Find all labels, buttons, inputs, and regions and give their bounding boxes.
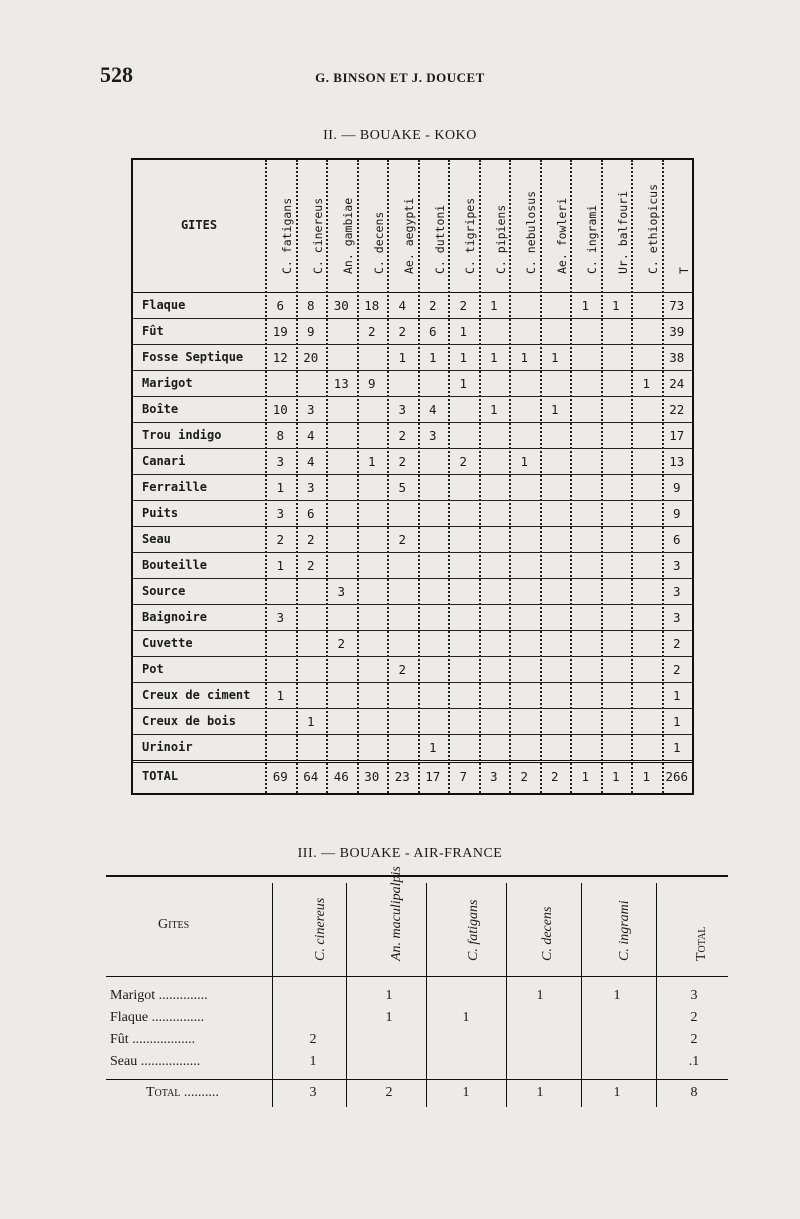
table2-row-label: Boîte xyxy=(142,402,179,416)
table2-row xyxy=(133,292,692,319)
table2-cell: 2 xyxy=(398,428,407,443)
table3-column-header xyxy=(520,881,560,977)
table2-column-header-label: T xyxy=(676,267,691,274)
table2-cell: 3 xyxy=(276,610,285,625)
table2-row-label: Flaque xyxy=(142,298,186,312)
table2-cell: 4 xyxy=(306,454,315,469)
table3-caption: III. — BOUAKE - AIR-FRANCE xyxy=(297,846,503,861)
table2-cell: 17 xyxy=(669,428,685,443)
table2-cell: 9 xyxy=(306,324,315,339)
table2-cell: 1 xyxy=(367,454,376,469)
table2-column-header-label: C. nebulosus xyxy=(524,190,539,274)
table2-cell: 2 xyxy=(550,769,559,784)
table2-column-header-label: Ae. aegypti xyxy=(402,197,417,274)
table3-row-label: Seau ................. xyxy=(110,1054,201,1069)
table2-cell: 4 xyxy=(428,402,437,417)
table2-cell: 38 xyxy=(669,350,685,365)
table2-cell: 1 xyxy=(550,350,559,365)
table2-cell: 6 xyxy=(276,298,285,313)
table2-cell: 9 xyxy=(672,480,681,495)
table2-cell: 73 xyxy=(669,298,685,313)
table3-gites-header: Gites xyxy=(158,917,190,932)
table3-cell: 1 xyxy=(613,988,621,1003)
table2-column-header-label: C. tigripes xyxy=(463,197,478,274)
table2-cell: 2 xyxy=(459,298,468,313)
table3-cell: 3 xyxy=(690,988,698,1003)
table3-cell: .1 xyxy=(688,1054,700,1069)
table2-cell: 1 xyxy=(581,298,590,313)
table3-column-header xyxy=(446,881,486,977)
table2-cell: 17 xyxy=(425,769,441,784)
table2-row xyxy=(133,474,692,501)
table2-cell: 8 xyxy=(276,428,285,443)
table2-cell: 19 xyxy=(272,324,288,339)
table2-cell: 7 xyxy=(459,769,468,784)
table2-column-header-label: An. gambiae xyxy=(341,197,356,274)
table2-cell: 1 xyxy=(672,714,681,729)
table2-column-header xyxy=(326,170,357,290)
table2-cell: 46 xyxy=(333,769,349,784)
table2-column-header-label: Ae. fowleri xyxy=(554,197,569,274)
table2-column-header-label: Ur. balfouri xyxy=(615,190,630,274)
table2-cell: 2 xyxy=(398,662,407,677)
table2-column-header xyxy=(357,170,388,290)
table3-column-divider xyxy=(426,883,427,1107)
table2-row-label: Fosse Septique xyxy=(142,350,244,364)
table2-cell: 23 xyxy=(394,769,410,784)
table2-cell: 1 xyxy=(398,350,407,365)
table3-column-divider xyxy=(581,883,582,1107)
table2-cell: 5 xyxy=(398,480,407,495)
table2-row-label: Urinoir xyxy=(142,740,193,754)
table2-row-label: Pot xyxy=(142,662,164,676)
table3-top-rule xyxy=(106,875,728,877)
table2-cell: 1 xyxy=(642,376,651,391)
table2-cell: 3 xyxy=(672,558,681,573)
table2-cell: 13 xyxy=(669,454,685,469)
table3-column-header xyxy=(597,881,637,977)
table3-total-cell: 3 xyxy=(309,1085,317,1100)
table2-cell: 1 xyxy=(581,769,590,784)
table2-cell: 1 xyxy=(276,480,285,495)
table2-cell: 64 xyxy=(303,769,319,784)
table2-cell: 3 xyxy=(276,454,285,469)
table2-cell: 2 xyxy=(398,324,407,339)
table2-column-header-label: C. fatigans xyxy=(280,197,295,274)
table2-column-header-label: C. cinereus xyxy=(310,197,325,274)
table2-cell: 24 xyxy=(669,376,685,391)
table2-column-header xyxy=(265,170,296,290)
table2-cell: 1 xyxy=(672,688,681,703)
table3-column-header-label: An. maculipalpis xyxy=(389,866,404,961)
table2-cell: 2 xyxy=(276,532,285,547)
table2-row xyxy=(133,656,692,683)
table3-cell: 2 xyxy=(309,1032,317,1047)
table2-row-label: Seau xyxy=(142,532,171,546)
table2-cell: 1 xyxy=(428,740,437,755)
table2-column-header xyxy=(662,170,693,290)
table2-cell: 1 xyxy=(428,350,437,365)
table2-cell: 1 xyxy=(489,402,498,417)
table2-cell: 1 xyxy=(611,298,620,313)
table3-column-header-label: C. decens xyxy=(540,906,555,961)
table2-row-label: Puits xyxy=(142,506,179,520)
table2-row xyxy=(133,422,692,449)
table2-row-label: Marigot xyxy=(142,376,193,390)
table2-cell: 2 xyxy=(337,636,346,651)
table2-cell: 1 xyxy=(489,350,498,365)
table3-cell: 1 xyxy=(385,1010,393,1025)
table2-column-header xyxy=(448,170,479,290)
table2-cell: 9 xyxy=(672,506,681,521)
table3-total-rule xyxy=(106,1079,728,1080)
table2-row xyxy=(133,318,692,345)
table3-column-header xyxy=(293,881,333,977)
table2-cell: 6 xyxy=(428,324,437,339)
table2-cell: 1 xyxy=(459,350,468,365)
table2-column-header xyxy=(601,170,632,290)
table2-cell: 3 xyxy=(672,584,681,599)
table2-row xyxy=(133,448,692,475)
page-number: 528 xyxy=(100,62,133,87)
table2-row-label: Canari xyxy=(142,454,186,468)
table2-column-header xyxy=(418,170,449,290)
table3-cell: 1 xyxy=(462,1010,470,1025)
table2-row xyxy=(133,500,692,527)
table2-cell: 2 xyxy=(398,532,407,547)
table2-row-label: Creux de ciment xyxy=(142,688,251,702)
table2-column-header xyxy=(570,170,601,290)
table2-cell: 1 xyxy=(459,376,468,391)
table2-cell: 266 xyxy=(665,769,689,784)
table2-cell: 2 xyxy=(306,558,315,573)
table2-row xyxy=(133,708,692,735)
table2-cell: 9 xyxy=(367,376,376,391)
table2-cell: 6 xyxy=(306,506,315,521)
table2-cell: 1 xyxy=(276,558,285,573)
table2-cell: 3 xyxy=(276,506,285,521)
table2-column-header xyxy=(631,170,662,290)
table2-cell: 18 xyxy=(364,298,380,313)
table2-cell: 3 xyxy=(398,402,407,417)
table2-header-row xyxy=(133,160,692,293)
table2-cell: 2 xyxy=(672,636,681,651)
table2-cell: 3 xyxy=(306,480,315,495)
table2-column-header-label: C. pipiens xyxy=(493,204,508,274)
table2-row-label: Trou indigo xyxy=(142,428,222,442)
table3-total-cell: 8 xyxy=(690,1085,698,1100)
table3-total-label: Total .......... xyxy=(146,1085,219,1100)
table2-row-label: Creux de bois xyxy=(142,714,236,728)
table2-cell: 6 xyxy=(672,532,681,547)
table2-cell: 10 xyxy=(272,402,288,417)
table2-row xyxy=(133,396,692,423)
table2-column-header xyxy=(387,170,418,290)
table2-cell: 1 xyxy=(276,688,285,703)
table2-cell: 30 xyxy=(364,769,380,784)
table2-cell: 3 xyxy=(489,769,498,784)
table2-total-row xyxy=(133,760,692,789)
table2-row xyxy=(133,630,692,657)
table2-cell: 69 xyxy=(272,769,288,784)
table2-cell: 12 xyxy=(272,350,288,365)
table3-cell: 1 xyxy=(385,988,393,1003)
table2-row xyxy=(133,604,692,631)
table2-row-label: Bouteille xyxy=(142,558,208,572)
table3-total-cell: 1 xyxy=(462,1085,470,1100)
table3-row-label: Fût .................. xyxy=(110,1032,196,1047)
table3-cell: 1 xyxy=(536,988,544,1003)
table2-cell: 39 xyxy=(669,324,685,339)
table2-cell: 1 xyxy=(611,769,620,784)
table2-column-header xyxy=(296,170,327,290)
table3-column-divider xyxy=(346,883,347,1107)
table2 xyxy=(131,158,694,795)
table3 xyxy=(106,866,728,1105)
table2-column-header xyxy=(479,170,510,290)
table2-row-label: Baignoire xyxy=(142,610,208,624)
table3-column-header xyxy=(369,866,409,977)
table2-row xyxy=(133,344,692,371)
table2-cell: 8 xyxy=(306,298,315,313)
table3-column-divider xyxy=(506,883,507,1107)
table3-column-divider xyxy=(272,883,273,1107)
table2-row xyxy=(133,552,692,579)
table2-cell: 3 xyxy=(337,584,346,599)
table2-row xyxy=(133,526,692,553)
table2-row-label: Source xyxy=(142,584,186,598)
table3-column-header-label: C. cinereus xyxy=(313,897,328,961)
table2-row-label: Ferraille xyxy=(142,480,208,494)
table2-row xyxy=(133,370,692,397)
table3-cell: 1 xyxy=(309,1054,317,1069)
table3-cell: 2 xyxy=(690,1010,698,1025)
table2-cell: 1 xyxy=(459,324,468,339)
table2-cell: 2 xyxy=(367,324,376,339)
table2-cell: 1 xyxy=(520,454,529,469)
table3-column-header-label: C. fatigans xyxy=(466,899,481,961)
table2-cell: 4 xyxy=(398,298,407,313)
table3-row-label: Marigot .............. xyxy=(110,988,208,1003)
table2-cell: 3 xyxy=(306,402,315,417)
table3-total-cell: 2 xyxy=(385,1085,393,1100)
table2-gites-header: GITES xyxy=(180,218,218,232)
table2-cell: 1 xyxy=(550,402,559,417)
table2-cell: 30 xyxy=(333,298,349,313)
table2-column-header-label: C. duttoni xyxy=(432,204,447,274)
table2-cell: 22 xyxy=(669,402,685,417)
table2-cell: 1 xyxy=(672,740,681,755)
table2-row-label: TOTAL xyxy=(142,769,179,783)
table2-row xyxy=(133,734,692,761)
table2-cell: 20 xyxy=(303,350,319,365)
running-head: G. BINSON ET J. DOUCET xyxy=(315,70,485,85)
table3-total-cell: 1 xyxy=(536,1085,544,1100)
table2-row-label: Cuvette xyxy=(142,636,193,650)
table2-cell: 13 xyxy=(333,376,349,391)
table2-cell: 1 xyxy=(642,769,651,784)
table3-cell: 2 xyxy=(690,1032,698,1047)
table3-column-header-label: Total xyxy=(694,926,709,961)
table2-column-header-label: C. decens xyxy=(371,211,386,274)
table2-row-label: Fût xyxy=(142,324,164,338)
table2-cell: 3 xyxy=(428,428,437,443)
table2-cell: 2 xyxy=(306,532,315,547)
table2-column-header-label: C. ingrami xyxy=(585,204,600,274)
table2-cell: 1 xyxy=(306,714,315,729)
table2-cell: 2 xyxy=(520,769,529,784)
table3-column-header-label: C. ingrami xyxy=(617,900,632,961)
table2-row xyxy=(133,682,692,709)
table2-cell: 2 xyxy=(672,662,681,677)
table2-cell: 1 xyxy=(520,350,529,365)
table2-cell: 2 xyxy=(398,454,407,469)
table3-row-label: Flaque ............... xyxy=(110,1010,205,1025)
table3-column-divider xyxy=(656,883,657,1107)
table2-column-header-label: C. ethiopicus xyxy=(646,183,661,274)
table2-column-header xyxy=(509,170,540,290)
table3-column-header xyxy=(674,881,714,977)
table2-cell: 3 xyxy=(672,610,681,625)
table2-column-header xyxy=(540,170,571,290)
table3-total-cell: 1 xyxy=(613,1085,621,1100)
table2-row xyxy=(133,578,692,605)
table2-caption: II. — BOUAKE - KOKO xyxy=(323,128,477,143)
table2-cell: 2 xyxy=(459,454,468,469)
table2-cell: 4 xyxy=(306,428,315,443)
table2-cell: 1 xyxy=(489,298,498,313)
table2-cell: 2 xyxy=(428,298,437,313)
